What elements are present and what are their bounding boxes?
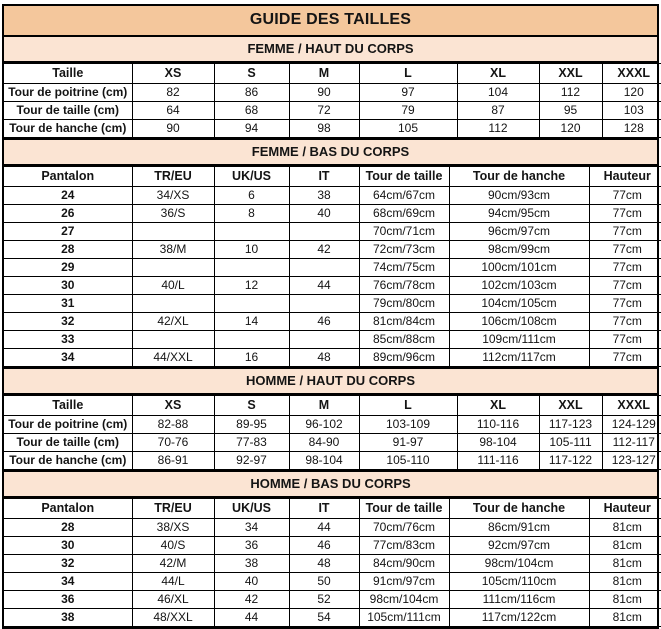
table-cell: 105cm/111cm <box>359 609 449 627</box>
table-cell: 105-111 <box>539 434 602 452</box>
column-header: Tour de hanche <box>449 167 589 187</box>
table-cell <box>289 295 359 313</box>
section-table <box>4 498 661 627</box>
table-row <box>4 102 661 120</box>
column-header: UK/US <box>214 499 289 519</box>
table-cell: 112 <box>457 120 539 138</box>
table-cell: 8 <box>214 205 289 223</box>
table-cell: 90 <box>132 120 214 138</box>
column-header: XXXL <box>602 64 661 84</box>
row-label-cell: 28 <box>4 241 132 259</box>
table-cell: 120 <box>539 120 602 138</box>
table-cell: 77cm <box>589 205 661 223</box>
table-cell: 74cm/75cm <box>359 259 449 277</box>
table-cell: 123-127 <box>602 452 661 470</box>
column-header: Taille <box>4 64 132 84</box>
table-cell: 77cm <box>589 295 661 313</box>
column-header: Tour de hanche <box>449 499 589 519</box>
table-cell: 44 <box>214 609 289 627</box>
column-header: Pantalon <box>4 167 132 187</box>
table-cell: 48 <box>289 555 359 573</box>
table-cell: 84-90 <box>289 434 359 452</box>
table-cell: 38 <box>289 187 359 205</box>
table-row <box>4 313 661 331</box>
table-cell: 90cm/93cm <box>449 187 589 205</box>
row-label-cell: 30 <box>4 277 132 295</box>
table-cell <box>214 295 289 313</box>
table-cell: 50 <box>289 573 359 591</box>
table-row <box>4 241 661 259</box>
table-cell: 81cm <box>589 555 661 573</box>
table-cell: 46 <box>289 537 359 555</box>
table-cell: 40/S <box>132 537 214 555</box>
table-cell: 81cm <box>589 609 661 627</box>
table-cell: 124-129 <box>602 416 661 434</box>
table-cell <box>289 259 359 277</box>
table-cell: 117-122 <box>539 452 602 470</box>
table-cell: 98 <box>289 120 359 138</box>
table-cell: 77cm <box>589 187 661 205</box>
table-cell: 16 <box>214 349 289 367</box>
table-cell: 90 <box>289 84 359 102</box>
table-cell: 111cm/116cm <box>449 591 589 609</box>
header-row <box>4 499 661 519</box>
table-cell: 40 <box>289 205 359 223</box>
table-cell <box>132 331 214 349</box>
table-cell: 92-97 <box>214 452 289 470</box>
table-row <box>4 573 661 591</box>
table-row <box>4 416 661 434</box>
column-header: XS <box>132 396 214 416</box>
table-cell: 89cm/96cm <box>359 349 449 367</box>
column-header: Pantalon <box>4 499 132 519</box>
table-cell: 77cm/83cm <box>359 537 449 555</box>
column-header: IT <box>289 167 359 187</box>
row-label-cell: 29 <box>4 259 132 277</box>
table-cell: 38 <box>214 555 289 573</box>
table-cell: 105cm/110cm <box>449 573 589 591</box>
table-cell: 77cm <box>589 277 661 295</box>
table-cell: 112-117 <box>602 434 661 452</box>
table-cell: 46 <box>289 313 359 331</box>
row-label-cell: 24 <box>4 187 132 205</box>
table-cell: 68 <box>214 102 289 120</box>
table-cell: 111-116 <box>457 452 539 470</box>
column-header: S <box>214 64 289 84</box>
table-cell: 77cm <box>589 241 661 259</box>
table-cell: 81cm/84cm <box>359 313 449 331</box>
table-cell <box>214 259 289 277</box>
table-cell: 42 <box>214 591 289 609</box>
table-row <box>4 120 661 138</box>
column-header: XXL <box>539 396 602 416</box>
table-cell: 105-110 <box>359 452 457 470</box>
table-cell: 81cm <box>589 591 661 609</box>
table-cell: 97 <box>359 84 457 102</box>
table-cell: 42 <box>289 241 359 259</box>
sections-container <box>4 37 657 627</box>
table-row <box>4 434 661 452</box>
table-cell: 98-104 <box>289 452 359 470</box>
row-label-cell: 26 <box>4 205 132 223</box>
table-cell: 117cm/122cm <box>449 609 589 627</box>
table-cell: 77cm <box>589 313 661 331</box>
column-header: Taille <box>4 396 132 416</box>
row-label-cell: 34 <box>4 573 132 591</box>
row-label-cell: 31 <box>4 295 132 313</box>
row-label-cell: Tour de poitrine (cm) <box>4 84 132 102</box>
table-cell: 103-109 <box>359 416 457 434</box>
table-cell: 70cm/71cm <box>359 223 449 241</box>
table-cell: 79cm/80cm <box>359 295 449 313</box>
table-row <box>4 205 661 223</box>
table-cell: 77-83 <box>214 434 289 452</box>
table-cell: 77cm <box>589 259 661 277</box>
table-cell: 34 <box>214 519 289 537</box>
table-cell: 92cm/97cm <box>449 537 589 555</box>
table-cell: 98cm/99cm <box>449 241 589 259</box>
table-cell: 109cm/111cm <box>449 331 589 349</box>
table-cell: 91cm/97cm <box>359 573 449 591</box>
column-header: XS <box>132 64 214 84</box>
table-cell: 112 <box>539 84 602 102</box>
table-row <box>4 277 661 295</box>
table-cell: 82 <box>132 84 214 102</box>
table-row <box>4 537 661 555</box>
table-row <box>4 349 661 367</box>
table-cell: 46/XL <box>132 591 214 609</box>
column-header: Hauteur <box>589 167 661 187</box>
table-cell: 96cm/97cm <box>449 223 589 241</box>
section-heading: FEMME / HAUT DU CORPS <box>4 37 657 63</box>
section-heading: HOMME / BAS DU CORPS <box>4 470 657 498</box>
table-cell: 117-123 <box>539 416 602 434</box>
table-cell: 76cm/78cm <box>359 277 449 295</box>
table-cell: 36 <box>214 537 289 555</box>
table-cell: 94cm/95cm <box>449 205 589 223</box>
table-row <box>4 331 661 349</box>
column-header: IT <box>289 499 359 519</box>
section-table <box>4 395 661 470</box>
section-heading: HOMME / HAUT DU CORPS <box>4 367 657 395</box>
column-header: TR/EU <box>132 167 214 187</box>
table-cell <box>132 259 214 277</box>
table-cell: 98-104 <box>457 434 539 452</box>
row-label-cell: 28 <box>4 519 132 537</box>
column-header: XL <box>457 396 539 416</box>
table-row <box>4 452 661 470</box>
table-cell: 120 <box>602 84 661 102</box>
table-cell: 77cm <box>589 331 661 349</box>
table-cell: 72 <box>289 102 359 120</box>
table-cell: 44/XXL <box>132 349 214 367</box>
header-row <box>4 396 661 416</box>
column-header: XL <box>457 64 539 84</box>
row-label-cell: 32 <box>4 555 132 573</box>
column-header: XXL <box>539 64 602 84</box>
table-cell: 48 <box>289 349 359 367</box>
table-row <box>4 295 661 313</box>
table-cell: 52 <box>289 591 359 609</box>
table-cell: 64cm/67cm <box>359 187 449 205</box>
table-cell: 86-91 <box>132 452 214 470</box>
table-cell: 110-116 <box>457 416 539 434</box>
column-header: M <box>289 64 359 84</box>
column-header: UK/US <box>214 167 289 187</box>
table-cell: 77cm <box>589 349 661 367</box>
table-cell <box>214 223 289 241</box>
table-cell: 103 <box>602 102 661 120</box>
table-cell: 100cm/101cm <box>449 259 589 277</box>
table-cell: 105 <box>359 120 457 138</box>
table-cell: 86cm/91cm <box>449 519 589 537</box>
table-cell: 42/M <box>132 555 214 573</box>
table-cell: 77cm <box>589 223 661 241</box>
row-label-cell: Tour de poitrine (cm) <box>4 416 132 434</box>
table-cell: 40/L <box>132 277 214 295</box>
table-cell: 86 <box>214 84 289 102</box>
table-cell: 94 <box>214 120 289 138</box>
column-header: Tour de taille <box>359 167 449 187</box>
column-header: TR/EU <box>132 499 214 519</box>
table-cell: 6 <box>214 187 289 205</box>
table-row <box>4 609 661 627</box>
table-row <box>4 591 661 609</box>
table-cell: 38/M <box>132 241 214 259</box>
row-label-cell: 30 <box>4 537 132 555</box>
table-row <box>4 555 661 573</box>
table-cell: 81cm <box>589 519 661 537</box>
table-cell: 70cm/76cm <box>359 519 449 537</box>
header-row <box>4 64 661 84</box>
table-cell: 44/L <box>132 573 214 591</box>
table-cell: 72cm/73cm <box>359 241 449 259</box>
table-cell: 70-76 <box>132 434 214 452</box>
column-header: M <box>289 396 359 416</box>
table-cell: 48/XXL <box>132 609 214 627</box>
table-cell: 38/XS <box>132 519 214 537</box>
table-cell: 98cm/104cm <box>449 555 589 573</box>
column-header: Tour de taille <box>359 499 449 519</box>
row-label-cell: Tour de taille (cm) <box>4 434 132 452</box>
table-cell: 98cm/104cm <box>359 591 449 609</box>
table-cell: 89-95 <box>214 416 289 434</box>
table-row <box>4 223 661 241</box>
table-cell: 81cm <box>589 573 661 591</box>
table-cell: 64 <box>132 102 214 120</box>
row-label-cell: Tour de hanche (cm) <box>4 120 132 138</box>
table-cell: 82-88 <box>132 416 214 434</box>
table-cell: 14 <box>214 313 289 331</box>
table-cell: 42/XL <box>132 313 214 331</box>
table-cell: 36/S <box>132 205 214 223</box>
section-heading: FEMME / BAS DU CORPS <box>4 138 657 166</box>
table-cell: 95 <box>539 102 602 120</box>
table-row <box>4 187 661 205</box>
table-cell: 106cm/108cm <box>449 313 589 331</box>
section-table <box>4 166 661 367</box>
section-table <box>4 63 661 138</box>
column-header: XXXL <box>602 396 661 416</box>
table-cell: 112cm/117cm <box>449 349 589 367</box>
table-row <box>4 259 661 277</box>
column-header: S <box>214 396 289 416</box>
table-cell: 104cm/105cm <box>449 295 589 313</box>
table-cell: 85cm/88cm <box>359 331 449 349</box>
table-row <box>4 84 661 102</box>
table-cell <box>289 331 359 349</box>
column-header: L <box>359 64 457 84</box>
table-cell: 12 <box>214 277 289 295</box>
table-cell: 91-97 <box>359 434 457 452</box>
table-cell <box>289 223 359 241</box>
table-cell <box>132 223 214 241</box>
row-label-cell: 38 <box>4 609 132 627</box>
page-title: GUIDE DES TAILLES <box>4 6 657 37</box>
row-label-cell: 27 <box>4 223 132 241</box>
row-label-cell: 32 <box>4 313 132 331</box>
row-label-cell: 33 <box>4 331 132 349</box>
table-cell: 79 <box>359 102 457 120</box>
table-cell: 10 <box>214 241 289 259</box>
table-cell <box>214 331 289 349</box>
header-row <box>4 167 661 187</box>
table-cell: 102cm/103cm <box>449 277 589 295</box>
row-label-cell: 34 <box>4 349 132 367</box>
column-header: L <box>359 396 457 416</box>
table-cell: 87 <box>457 102 539 120</box>
size-guide-sheet <box>2 4 659 629</box>
table-cell: 81cm <box>589 537 661 555</box>
table-cell: 128 <box>602 120 661 138</box>
row-label-cell: Tour de taille (cm) <box>4 102 132 120</box>
row-label-cell: Tour de hanche (cm) <box>4 452 132 470</box>
table-cell: 68cm/69cm <box>359 205 449 223</box>
table-cell: 34/XS <box>132 187 214 205</box>
table-cell: 104 <box>457 84 539 102</box>
column-header: Hauteur <box>589 499 661 519</box>
table-cell: 44 <box>289 519 359 537</box>
table-cell: 40 <box>214 573 289 591</box>
table-cell: 44 <box>289 277 359 295</box>
table-cell: 54 <box>289 609 359 627</box>
row-label-cell: 36 <box>4 591 132 609</box>
table-cell <box>132 295 214 313</box>
table-row <box>4 519 661 537</box>
table-cell: 96-102 <box>289 416 359 434</box>
table-cell: 84cm/90cm <box>359 555 449 573</box>
